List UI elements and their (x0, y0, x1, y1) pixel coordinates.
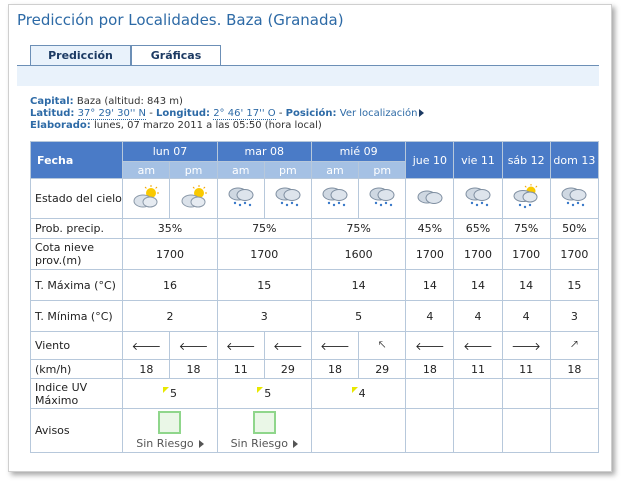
wind-northeast-icon: 🡕 (550, 332, 598, 360)
pm-header: pm (359, 162, 406, 179)
page-title: Predicción por Localidades. Baza (Granada) (17, 11, 344, 29)
aviso-cell-empty (502, 409, 550, 453)
aviso-cell[interactable] (217, 409, 311, 453)
wind-west-icon: 🡐 (264, 332, 311, 360)
tmin-value: 4 (406, 301, 454, 332)
row-label-avisos: Avisos (31, 409, 123, 453)
table-row (31, 379, 599, 409)
tmax-value: 14 (502, 270, 550, 301)
table-row (31, 332, 599, 360)
row-label-prob: Prob. precip. (31, 219, 123, 239)
partly-cloudy-icon (123, 179, 170, 219)
wind-west-icon: 🡐 (123, 332, 170, 360)
wind-west-icon: 🡐 (217, 332, 264, 360)
wind-speed: 18 (170, 360, 217, 379)
tmax-value: 15 (217, 270, 311, 301)
chevron-right-icon (199, 440, 204, 448)
cota-value: 1700 (123, 239, 217, 270)
day-header: sáb 12 (502, 142, 550, 179)
longitud-label: Longitud: (155, 108, 210, 119)
aviso-cell-empty (454, 409, 502, 453)
wind-speed: 18 (406, 360, 454, 379)
am-header: am (311, 162, 358, 179)
table-row (31, 301, 599, 332)
capital-label: Capital: (30, 96, 74, 107)
uv-cell (311, 379, 405, 409)
partly-cloudy-icon (170, 179, 217, 219)
uv-value: 4 (358, 387, 366, 400)
day-header: lun 07 (123, 142, 217, 162)
cota-value: 1700 (550, 239, 598, 270)
tmax-value: 15 (550, 270, 598, 301)
day-header: vie 11 (454, 142, 502, 179)
tmin-value: 4 (454, 301, 502, 332)
wind-speed: 29 (359, 360, 406, 379)
uv-cell-empty (454, 379, 502, 409)
tab-content-strip (17, 65, 599, 86)
uv-value: 5 (264, 387, 272, 400)
wind-speed: 29 (264, 360, 311, 379)
elaborado-value: lunes, 07 marzo 2011 a las 05:50 (hora local) (93, 120, 322, 131)
rain-cloud-icon (454, 179, 502, 219)
table-row (31, 360, 599, 379)
uv-cell-empty (502, 379, 550, 409)
uv-cell-empty (550, 379, 598, 409)
rain-cloud-icon (217, 179, 264, 219)
day-header: jue 10 (406, 142, 454, 179)
cloud-icon (406, 179, 454, 219)
row-label-tmin: T. Mínima (°C) (31, 301, 123, 332)
aviso-cell-empty (311, 409, 405, 453)
cota-value: 1600 (311, 239, 405, 270)
capital-value: Baza (altitud: 843 m) (76, 96, 183, 107)
cota-value: 1700 (502, 239, 550, 270)
prob-value: 50% (550, 219, 598, 239)
coordinates-line: Latitud: 37° 29' 30'' N - Longitud: 2° 46' 17'' O - Posición: Ver localización (30, 108, 424, 119)
tmin-value: 3 (217, 301, 311, 332)
row-label-cota: Cota nieve prov.(m) (31, 239, 123, 270)
uv-cell (217, 379, 311, 409)
forecast-table (30, 141, 599, 453)
table-row (31, 270, 599, 301)
rain-cloud-icon (311, 179, 358, 219)
wind-speed: 18 (123, 360, 170, 379)
wind-west-icon: 🡐 (311, 332, 358, 360)
sin-riesgo-label: Sin Riesgo (136, 437, 194, 450)
prob-value: 35% (123, 219, 217, 239)
row-label-viento: Viento (31, 332, 123, 360)
uv-flag-icon (352, 387, 358, 393)
wind-speed: 11 (217, 360, 264, 379)
rain-cloud-icon (550, 179, 598, 219)
tmin-value: 2 (123, 301, 217, 332)
wind-west-icon: 🡐 (406, 332, 454, 360)
ver-localizacion-link[interactable]: Ver localización (339, 108, 418, 119)
day-header: mié 09 (311, 142, 405, 162)
row-label-kmh: (km/h) (31, 360, 123, 379)
fecha-header: Fecha (31, 142, 123, 179)
pm-header: pm (264, 162, 311, 179)
rain-cloud-icon (359, 179, 406, 219)
wind-speed: 18 (550, 360, 598, 379)
posicion-label: Posición: (285, 108, 337, 119)
warning-level-icon (158, 411, 181, 434)
cota-value: 1700 (454, 239, 502, 270)
warning-level-icon (253, 411, 276, 434)
aviso-cell-empty (550, 409, 598, 453)
wind-northwest-icon: 🡔 (359, 332, 406, 360)
elaborado-label: Elaborado: (30, 120, 91, 131)
wind-speed: 18 (311, 360, 358, 379)
wind-east-icon: 🡒 (502, 332, 550, 360)
wind-west-icon: 🡐 (454, 332, 502, 360)
cota-value: 1700 (217, 239, 311, 270)
chevron-right-icon (419, 109, 424, 117)
wind-speed: 11 (454, 360, 502, 379)
uv-cell (123, 379, 217, 409)
elaborado-line (30, 120, 322, 131)
cota-value: 1700 (406, 239, 454, 270)
am-header: am (217, 162, 264, 179)
aviso-cell[interactable] (123, 409, 217, 453)
tmin-value: 3 (550, 301, 598, 332)
prob-value: 45% (406, 219, 454, 239)
longitud-value: 2° 46' 17'' O (213, 108, 276, 119)
prob-value: 75% (502, 219, 550, 239)
prob-value: 75% (311, 219, 405, 239)
uv-cell-empty (406, 379, 454, 409)
row-label-tmax: T. Máxima (°C) (31, 270, 123, 301)
prob-value: 75% (217, 219, 311, 239)
latitud-label: Latitud: (30, 108, 75, 119)
row-label-estado: Estado del cielo (31, 179, 123, 219)
uv-flag-icon (163, 387, 169, 393)
tab-graficas[interactable]: Gráficas (131, 45, 221, 65)
table-row (31, 179, 599, 219)
tab-prediccion[interactable]: Predicción (30, 45, 131, 67)
pm-header: pm (170, 162, 217, 179)
latitud-value: 37° 29' 30'' N (77, 108, 147, 119)
tmax-value: 14 (311, 270, 405, 301)
row-label-uv: Indice UV Máximo (31, 379, 123, 409)
tmax-value: 16 (123, 270, 217, 301)
am-header: am (123, 162, 170, 179)
wind-west-icon: 🡐 (170, 332, 217, 360)
sin-riesgo-label: Sin Riesgo (230, 437, 288, 450)
table-row (31, 409, 599, 453)
day-header: mar 08 (217, 142, 311, 162)
chevron-right-icon (293, 440, 298, 448)
tmin-value: 4 (502, 301, 550, 332)
tmax-value: 14 (454, 270, 502, 301)
rain-cloud-icon (264, 179, 311, 219)
table-row (31, 219, 599, 239)
aviso-cell-empty (406, 409, 454, 453)
table-row (31, 239, 599, 270)
wind-speed: 11 (502, 360, 550, 379)
day-header: dom 13 (550, 142, 598, 179)
tmin-value: 5 (311, 301, 405, 332)
prob-value: 65% (454, 219, 502, 239)
sun-rain-icon (502, 179, 550, 219)
uv-value: 5 (169, 387, 177, 400)
capital-line (30, 96, 183, 107)
uv-flag-icon (257, 387, 263, 393)
tmax-value: 14 (406, 270, 454, 301)
